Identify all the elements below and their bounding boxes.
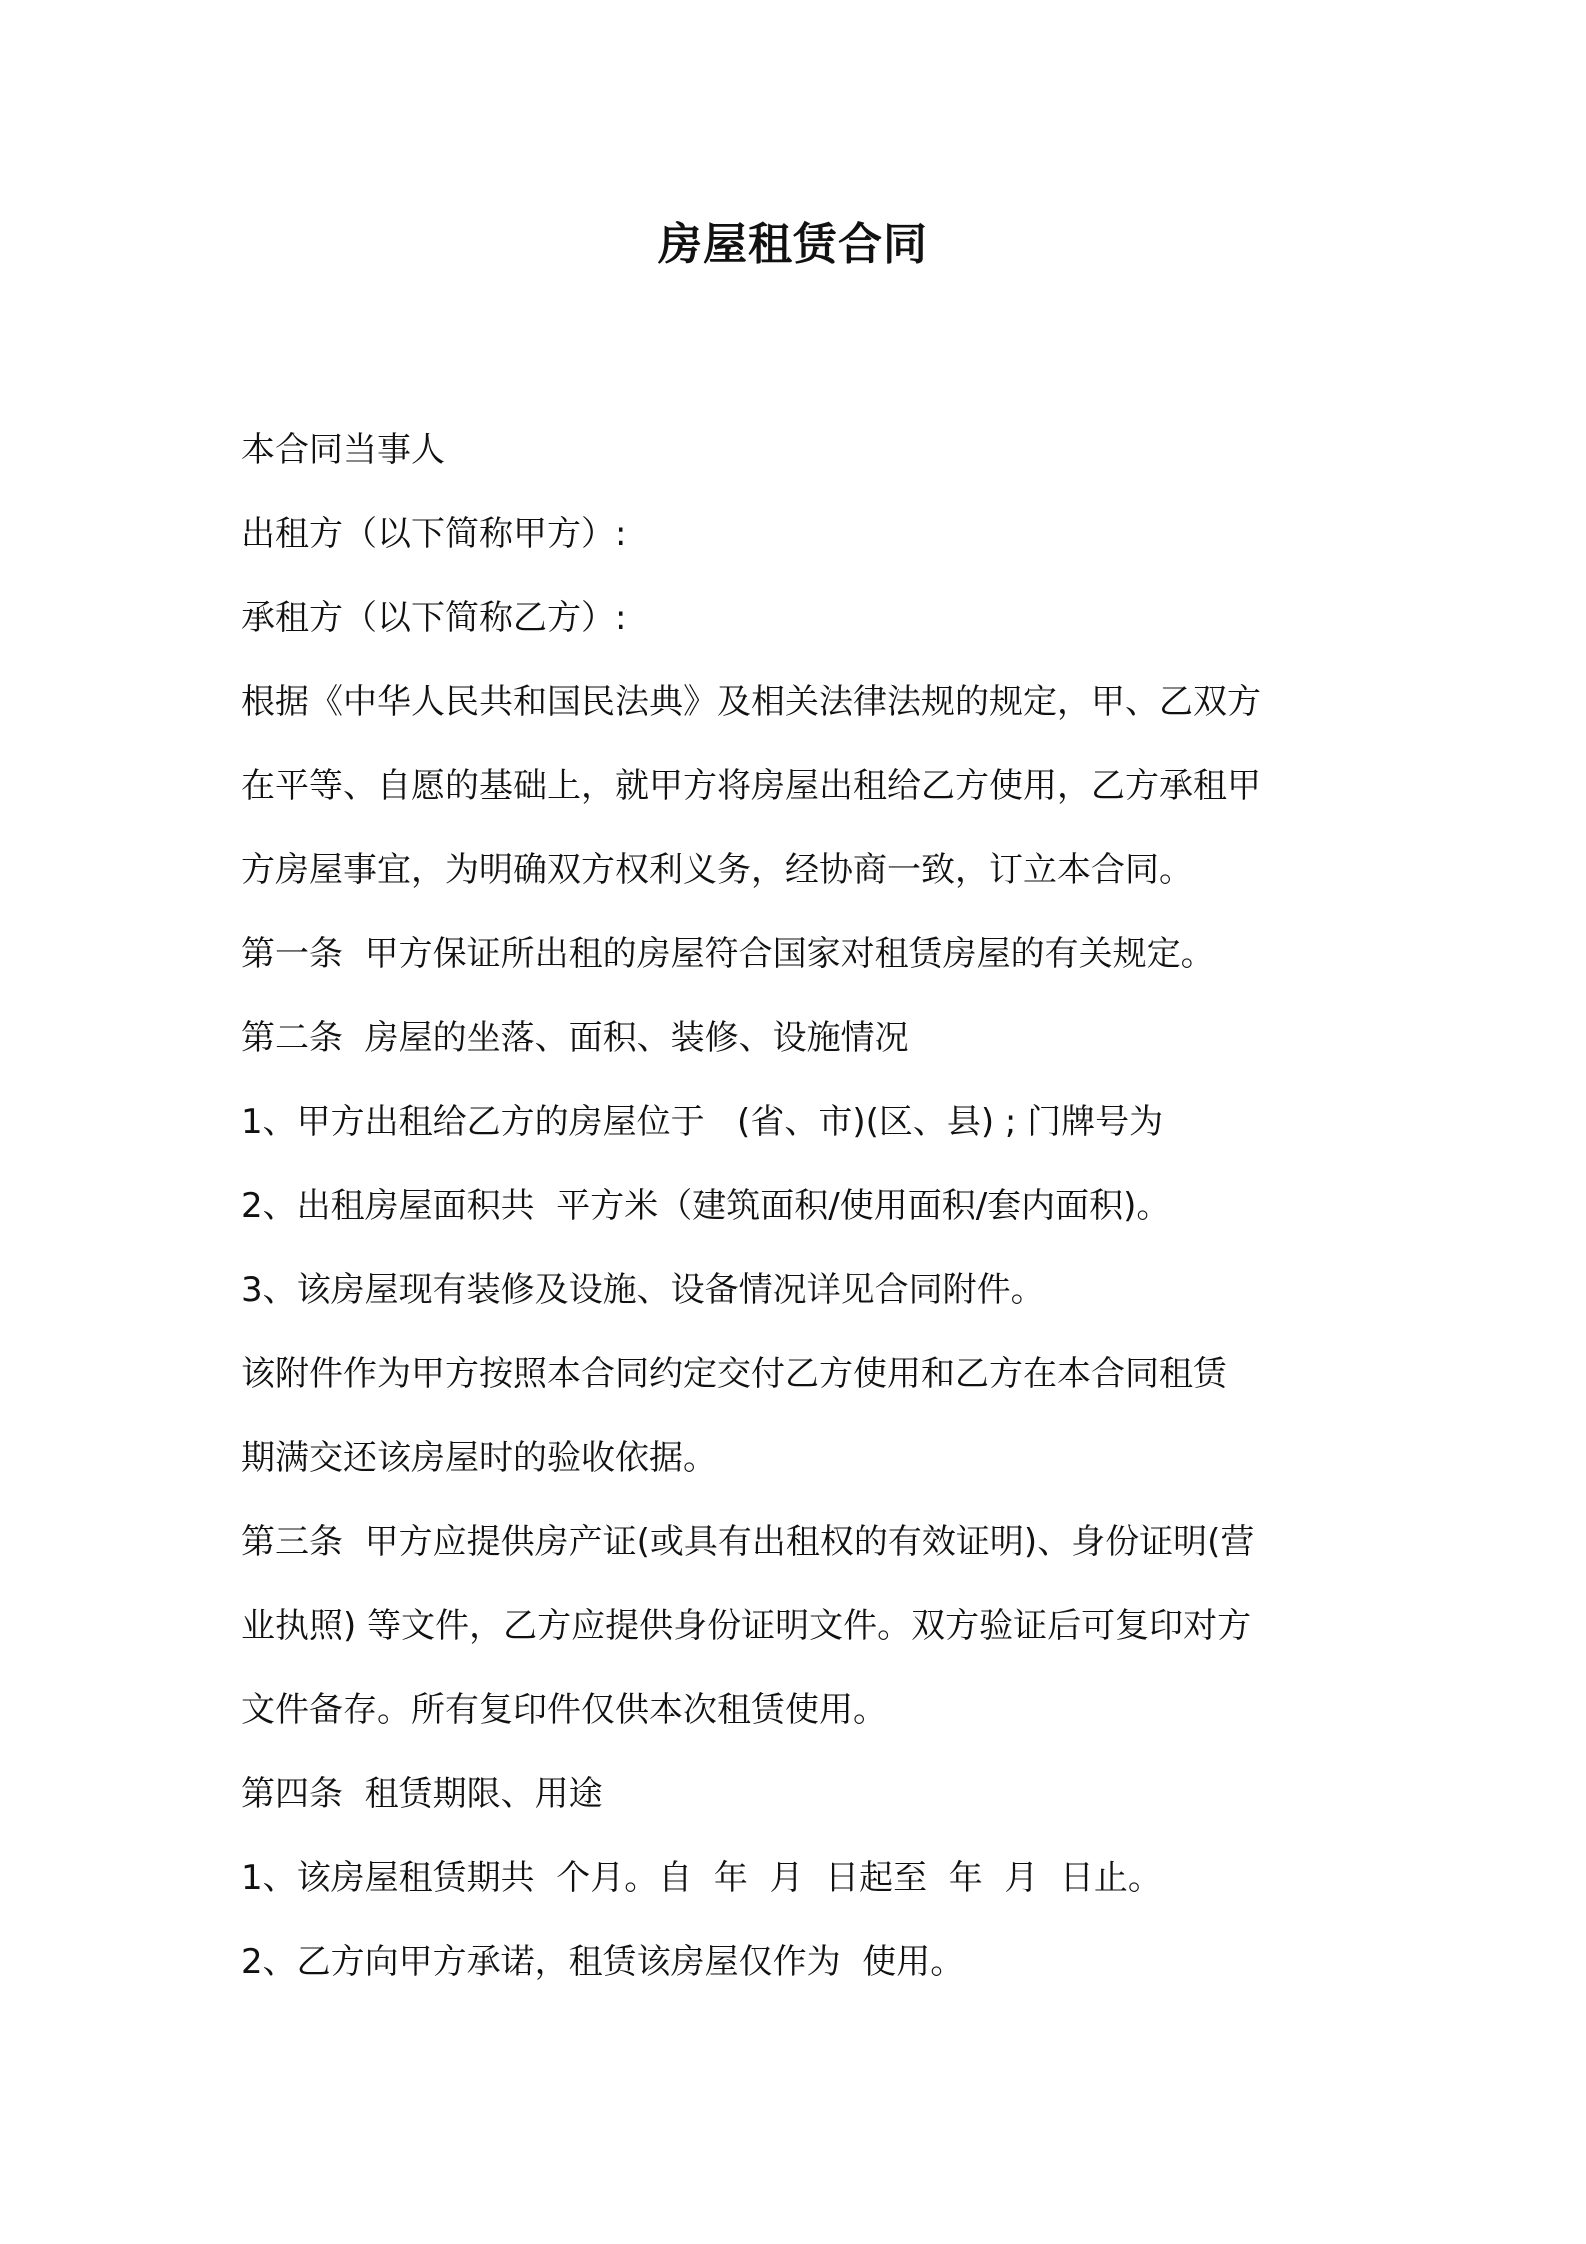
text-line-lessee: 承租方（以下简称乙方）: — [241, 598, 627, 638]
text-line-article-3-3: 文件备存。所有复印件仅供本次租赁使用。 — [241, 1690, 887, 1730]
text-line-attachment-2: 期满交还该房屋时的验收依据。 — [241, 1438, 717, 1478]
document-body — [241, 408, 1361, 2004]
text-line-article-4-item-2: 2、乙方向甲方承诺，租赁该房屋仅作为 使用。 — [241, 1942, 965, 1982]
text-line-article-4-heading: 第四条 租赁期限、用途 — [241, 1774, 603, 1814]
text-line-article-1: 第一条 甲方保证所出租的房屋符合国家对租赁房屋的有关规定。 — [241, 934, 1215, 974]
text-line-article-2-item-1: 1、甲方出租给乙方的房屋位于 (省、市)(区、县) ; 门牌号为 — [241, 1102, 1164, 1142]
text-line-article-2-item-3: 3、该房屋现有装修及设施、设备情况详见合同附件。 — [241, 1270, 1045, 1310]
text-line-article-2-heading: 第二条 房屋的坐落、面积、装修、设施情况 — [241, 1018, 909, 1058]
text-line-preamble-1: 根据《中华人民共和国民法典》及相关法律法规的规定，甲、乙双方 — [241, 682, 1261, 722]
text-line-lessor: 出租方（以下简称甲方）: — [241, 514, 627, 554]
text-line-attachment-1: 该附件作为甲方按照本合同约定交付乙方使用和乙方在本合同租赁 — [241, 1354, 1227, 1394]
text-line-article-3-1: 第三条 甲方应提供房产证(或具有出租权的有效证明)、身份证明(营 — [241, 1522, 1255, 1562]
text-line-article-3-2: 业执照) 等文件，乙方应提供身份证明文件。双方验证后可复印对方 — [241, 1606, 1252, 1646]
text-line-article-4-item-1: 1、该房屋租赁期共 个月。自 年 月 日起至 年 月 日止。 — [241, 1858, 1162, 1898]
text-line-preamble-3: 方房屋事宜，为明确双方权利义务，经协商一致，订立本合同。 — [241, 850, 1193, 890]
document-title: 房屋租赁合同 — [658, 219, 928, 270]
text-line-article-2-item-2: 2、出租房屋面积共 平方米（建筑面积/使用面积/套内面积)。 — [241, 1186, 1171, 1226]
text-line-preamble-2: 在平等、自愿的基础上，就甲方将房屋出租给乙方使用，乙方承租甲 — [241, 766, 1261, 806]
text-line-parties-heading: 本合同当事人 — [241, 430, 445, 470]
